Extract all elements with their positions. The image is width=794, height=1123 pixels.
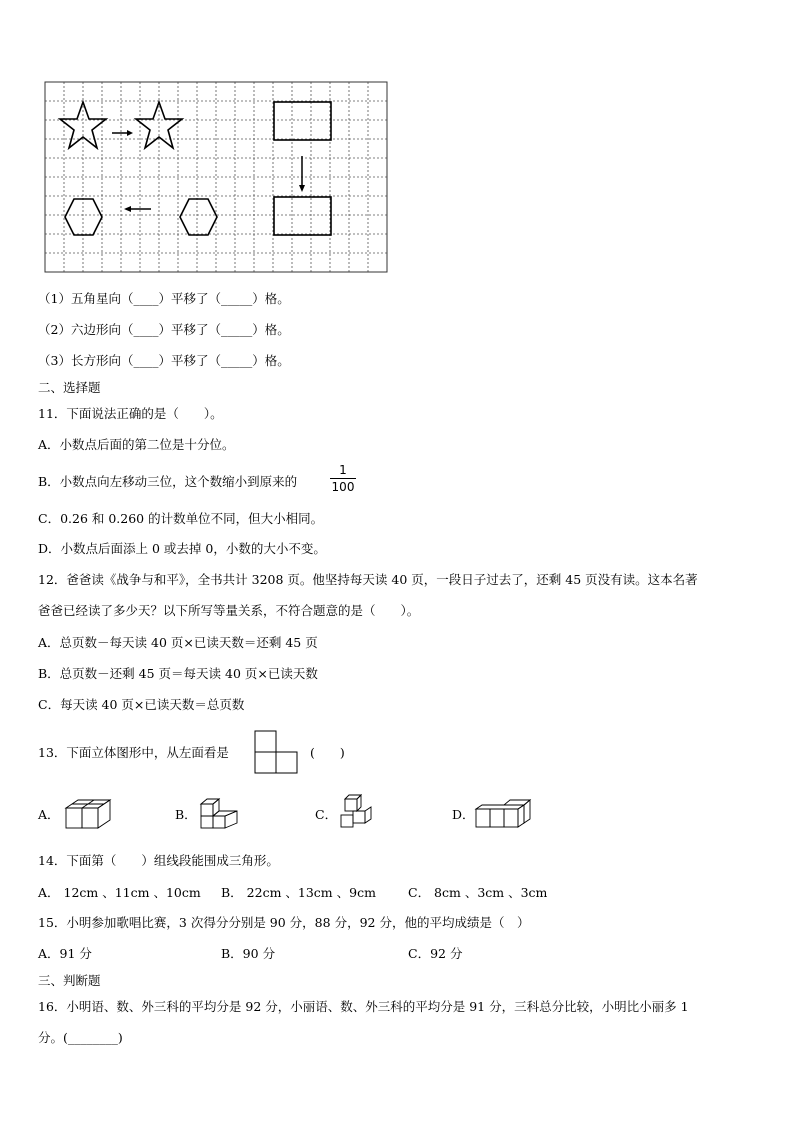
q13-option-b: B． <box>175 807 197 822</box>
q15-option-b: B．90 分 <box>221 946 276 961</box>
cube-figure-c <box>337 793 379 833</box>
q11-option-d: D．小数点后面添上 0 或去掉 0，小数的大小不变。 <box>38 541 326 556</box>
q10-item-1: （1）五角星向（____）平移了（_____）格。 <box>38 291 290 306</box>
q15-option-c: C．92 分 <box>408 946 463 961</box>
section-heading-choice: 二、选择题 <box>38 380 101 395</box>
q12-stem-line2: 爸爸已经读了多少天？以下所写等量关系，不符合题意的是（ ）。 <box>38 603 420 618</box>
q13-option-c: C． <box>315 807 338 822</box>
hexagon-shape-original <box>180 199 217 235</box>
arrow-left-icon <box>124 206 151 212</box>
q13-option-d: D． <box>452 807 475 822</box>
fraction-denominator: 100 <box>331 480 355 494</box>
q15-stem: 15．小明参加歌唱比赛，3 次得分分别是 90 分，88 分，92 分，他的平均成绩是（ ） <box>38 915 530 930</box>
q11-fraction <box>330 463 356 494</box>
section-heading-judge: 三、判断题 <box>38 973 101 988</box>
q16-line2: 分。(________) <box>38 1030 123 1045</box>
cube-figure-a <box>64 796 118 832</box>
rectangle-shape-original <box>274 102 331 140</box>
cube-figure-d <box>474 797 534 831</box>
hexagon-shape-moved <box>65 199 102 235</box>
q12-stem-line1: 12．爸爸读《战争与和平》，全书共计 3208 页。他坚持每天读 40 页，一段日子过去了，还剩 45 页没有读。这本名著 <box>38 572 698 587</box>
q11-option-b: B．小数点向左移动三位，这个数缩小到原来的 <box>38 474 298 489</box>
q12-option-c: C．每天读 40 页×已读天数＝总页数 <box>38 697 245 712</box>
q13-stem: 13．下面立体图形中，从左面看是 <box>38 745 229 760</box>
translation-grid-figure <box>45 82 390 274</box>
q12-option-b: B．总页数－还剩 45 页＝每天读 40 页×已读天数 <box>38 666 318 681</box>
q11-stem: 11．下面说法正确的是（ ）。 <box>38 406 223 421</box>
q10-item-3: （3）长方形向（____）平移了（_____）格。 <box>38 353 290 368</box>
left-view-figure <box>254 730 300 774</box>
q13-option-a: A． <box>38 807 60 822</box>
arrow-right-icon <box>112 130 133 136</box>
q14-stem: 14．下面第（ ）组线段能围成三角形。 <box>38 853 279 868</box>
q12-option-a: A．总页数－每天读 40 页×已读天数＝还剩 45 页 <box>38 635 318 650</box>
q13-answer-paren: ( ) <box>310 745 345 760</box>
q10-item-2: （2）六边形向（____）平移了（_____）格。 <box>38 322 290 337</box>
q14-option-c: C． 8cm 、3cm 、3cm <box>408 885 548 900</box>
fraction-numerator: 1 <box>339 463 347 477</box>
q15-option-a: A．91 分 <box>38 946 92 961</box>
star-shape-moved <box>136 102 182 148</box>
star-shape-original <box>60 102 106 148</box>
q14-option-b: B． 22cm 、13cm 、9cm <box>221 885 376 900</box>
q16-line1: 16．小明语、数、外三科的平均分是 92 分，小丽语、数、外三科的平均分是 91 分，三科总分比较，小明比小丽多 1 <box>38 999 689 1014</box>
q14-option-a: A． 12cm 、11cm 、10cm <box>38 885 201 900</box>
arrow-down-icon <box>299 156 305 192</box>
cube-figure-b <box>199 796 243 832</box>
q11-option-a: A．小数点后面的第二位是十分位。 <box>38 437 235 452</box>
q11-option-c: C．0.26 和 0.260 的计数单位不同，但大小相同。 <box>38 511 324 526</box>
rectangle-shape-moved <box>274 197 331 235</box>
